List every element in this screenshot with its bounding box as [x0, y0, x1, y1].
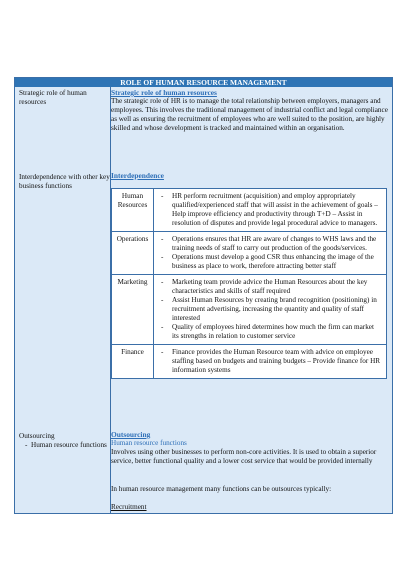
- hr-role-document: [14, 77, 393, 514]
- interdependence-table: [111, 188, 387, 379]
- dash-glyph: -: [25, 441, 31, 449]
- bullet-point: - Marketing team provide advice the Human Resources about the key characteristics and skills of staff required: [172, 278, 382, 296]
- function-description: [154, 345, 387, 379]
- function-description: [154, 275, 387, 345]
- bullet-list: [158, 278, 382, 341]
- bullet-point: - HR perform recruitment (acquisition) and employ appropriately qualified/experienced staff that will assist in the achievement of goals – Help improve efficiency and productivity through T+D – Assist in resolution of disputes and provide legal procedural advice to managers.: [172, 192, 382, 228]
- function-name: Marketing: [112, 275, 154, 345]
- right-content-column: [111, 87, 392, 513]
- function-description: [154, 189, 387, 232]
- strategic-text: The strategic role of HR is to manage the total relationship between employers, managers and employees. This involves the traditional management of industrial conflict and legal compliance as well as ensuring the recruitment of employees who are well suited to the position, are highly skilled and whose development is tracked and maintained within an organisation.: [111, 97, 388, 132]
- outsourcing-text: Involves using other businesses to perform non-core activities. It is used to obtain a superior service, better functional quality and a lower cost service that would be provided internally: [111, 448, 377, 465]
- interdependence-row: [112, 232, 387, 275]
- left-label-column: [15, 87, 111, 513]
- label-strategic: Strategic role of human resources: [19, 89, 87, 106]
- outsourcing-heading: Outsourcing: [111, 430, 151, 439]
- interdependence-row: [112, 189, 387, 232]
- document-title: ROLE OF HUMAN RESOURCE MANAGEMENT: [15, 78, 392, 88]
- function-name: Finance: [112, 345, 154, 379]
- bullet-list: [158, 192, 382, 228]
- function-name: Operations: [112, 232, 154, 275]
- function-name: Human Resources: [112, 189, 154, 232]
- bullet-point: - Operations must develop a good CSR thus enhancing the image of the business as place to work, therefore attracting better staff: [172, 253, 382, 271]
- bullet-list: [158, 348, 382, 375]
- interdependence-row: [112, 345, 387, 379]
- interdependence-heading: Interdependence: [111, 171, 164, 180]
- label-outsourcing: Outsourcing: [19, 432, 55, 440]
- bullet-point: - Assist Human Resources by creating brand recognition (positioning) in recruitment advertising, increasing the quantity and quality of staff interested: [172, 296, 382, 323]
- strategic-heading: Strategic role of human resources: [111, 88, 217, 97]
- bullet-point: - Operations ensures that HR are aware of changes to WHS laws and the training needs of staff to carry out production of the goods/services.: [172, 235, 382, 253]
- outsourcing-text-2: In human resource management many functions can be outsources typically:: [111, 485, 332, 493]
- recruitment-link: Recruitment: [111, 503, 147, 511]
- label-outsourcing-sub: - Human resource functions: [25, 441, 107, 449]
- bullet-list: [158, 235, 382, 271]
- interdependence-row: [112, 275, 387, 345]
- outsourcing-subheading: Human resource functions: [111, 439, 187, 447]
- bullet-point: - Finance provides the Human Resource team with advice on employee staffing based on budgets and training budgets – Provide finance for HR information systems: [172, 348, 382, 375]
- bullet-point: - Quality of employees hired determines how much the firm can market its strengths in relation to customer service: [172, 323, 382, 341]
- function-description: [154, 232, 387, 275]
- label-interdependence: Interdependence with other key business functions: [19, 173, 110, 190]
